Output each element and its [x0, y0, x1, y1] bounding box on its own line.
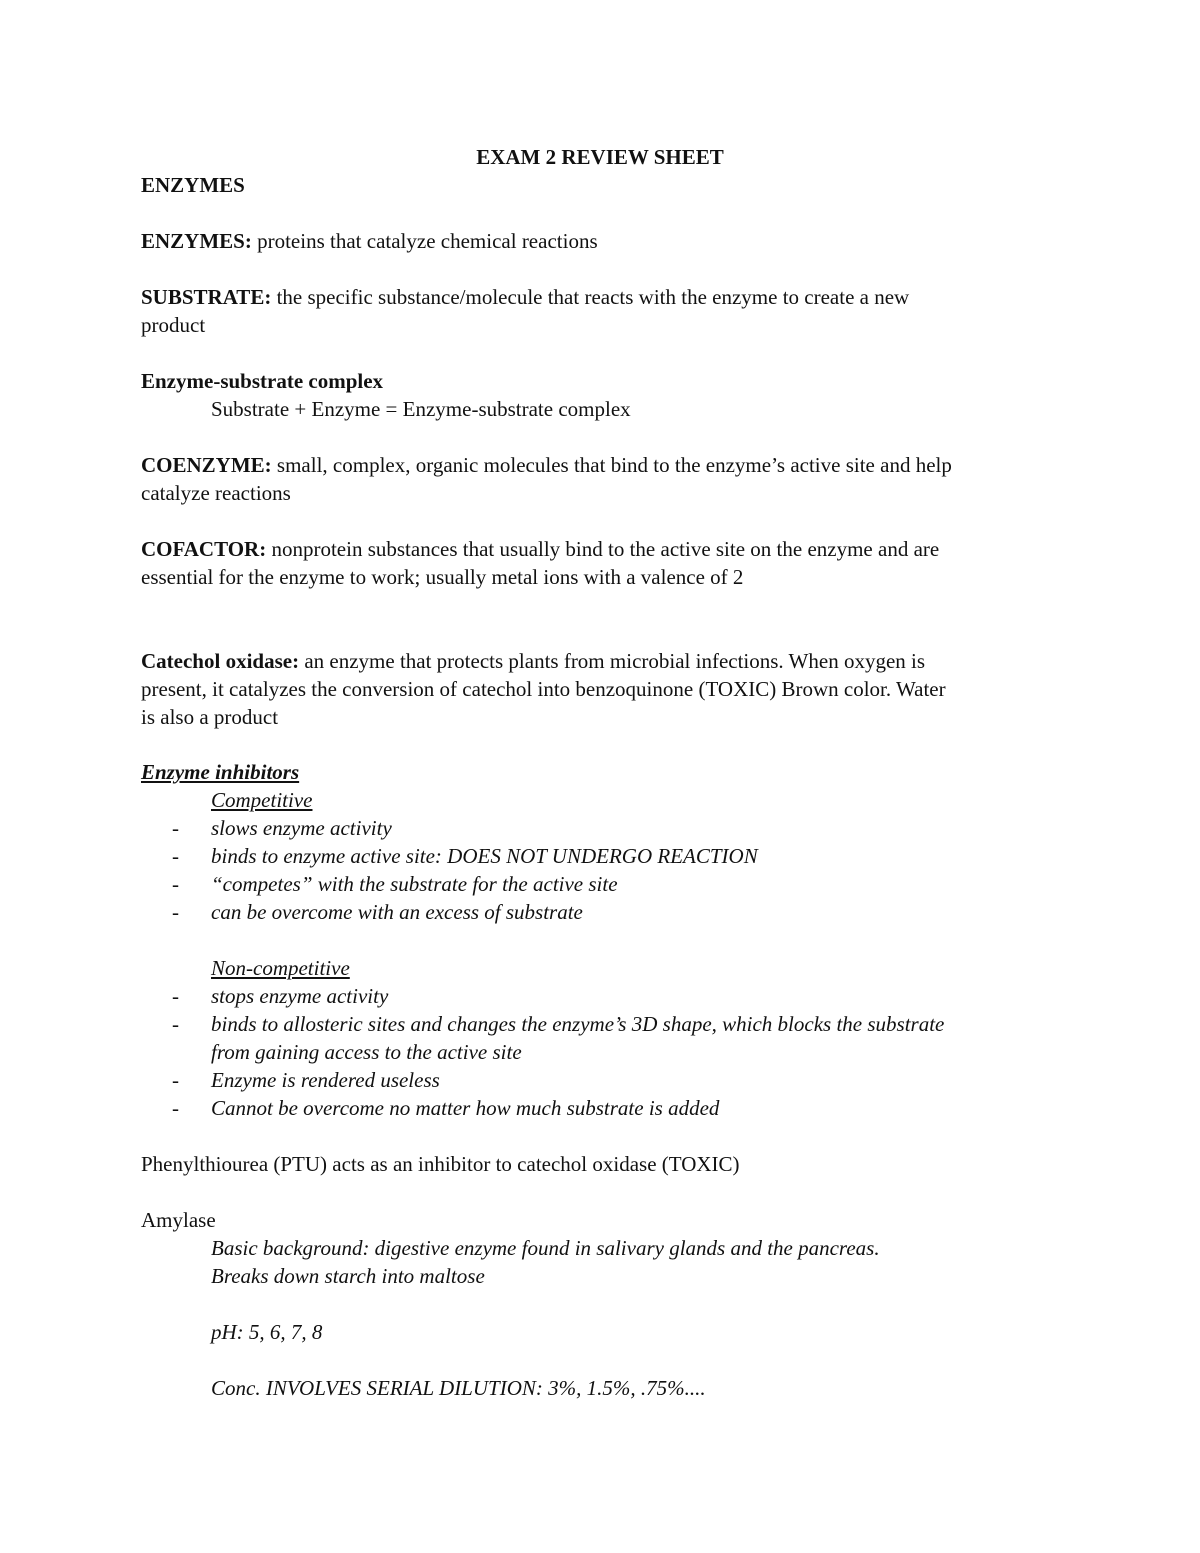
coenzyme-def-line2: catalyze reactions	[141, 481, 291, 505]
coenzyme-def-line1: small, complex, organic molecules that bind to the enzyme’s active site and help	[271, 453, 952, 477]
bullet-dash: -	[172, 900, 179, 924]
cofactor-term: COFACTOR:	[141, 537, 267, 561]
bullet-text: can be overcome with an excess of substrate	[211, 900, 583, 924]
amylase-background-line2: Breaks down starch into maltose	[211, 1264, 485, 1288]
inhibitors-heading	[141, 758, 1061, 786]
substrate-def-line1: the specific substance/molecule that reacts with the enzyme to create a new	[271, 285, 910, 309]
bullet-text: slows enzyme activity	[211, 816, 392, 840]
amylase-conc-line: Conc. INVOLVES SERIAL DILUTION: 3%, 1.5%, .75%....	[211, 1376, 706, 1400]
enzymes-def: proteins that catalyze chemical reactions	[251, 229, 598, 253]
bullet-dash: -	[172, 872, 179, 896]
bullet-dash: -	[172, 844, 179, 868]
bullet-text: binds to enzyme active site: DOES NOT UNDERGO REACTION	[211, 844, 758, 868]
page-title: EXAM 2 REVIEW SHEET	[476, 145, 724, 169]
catechol-definition	[141, 647, 1061, 675]
competitive-label-row	[211, 786, 1071, 814]
cofactor-def-line2: essential for the enzyme to work; usually metal ions with a valence of 2	[141, 565, 744, 589]
noncompetitive-label: Non-competitive	[211, 956, 350, 980]
bullet-dash: -	[172, 984, 179, 1008]
cofactor-definition	[141, 535, 1061, 563]
bullet-text: Cannot be overcome no matter how much substrate is added	[211, 1096, 720, 1120]
section-heading: ENZYMES	[141, 173, 245, 197]
bullet-dash: -	[172, 816, 179, 840]
substrate-definition	[141, 283, 1061, 311]
amylase-ph-line: pH: 5, 6, 7, 8	[211, 1320, 323, 1344]
noncompetitive-label-row	[211, 954, 1071, 982]
esc-term: Enzyme-substrate complex	[141, 369, 384, 393]
bullet-text: binds to allosteric sites and changes the enzyme’s 3D shape, which blocks the substrate	[211, 1012, 945, 1036]
bullet-text: “competes” with the substrate for the active site	[211, 872, 618, 896]
substrate-term: SUBSTRATE:	[141, 285, 272, 309]
coenzyme-definition	[141, 451, 1061, 479]
amylase-label: Amylase	[141, 1208, 216, 1232]
ptu-line: Phenylthiourea (PTU) acts as an inhibitor to catechol oxidase (TOXIC)	[141, 1152, 740, 1176]
amylase-background-line1: Basic background: digestive enzyme found in salivary glands and the pancreas.	[211, 1236, 880, 1260]
enzymes-definition	[141, 227, 1061, 255]
bullet-text: Enzyme is rendered useless	[211, 1068, 440, 1092]
catechol-def-line2: present, it catalyzes the conversion of catechol into benzoquinone (TOXIC) Brown color. Water	[141, 677, 946, 701]
catechol-term: Catechol oxidase:	[141, 649, 300, 673]
cofactor-def-line1: nonprotein substances that usually bind to the active site on the enzyme and are	[266, 537, 940, 561]
enzymes-term: ENZYMES:	[141, 229, 252, 253]
bullet-dash: -	[172, 1012, 179, 1036]
inhibitors-heading-text: Enzyme inhibitors	[141, 760, 300, 784]
competitive-label: Competitive	[211, 788, 313, 812]
esc-equation: Substrate + Enzyme = Enzyme-substrate complex	[211, 397, 631, 421]
catechol-def-line1: an enzyme that protects plants from microbial infections. When oxygen is	[299, 649, 926, 673]
bullet-text: from gaining access to the active site	[211, 1040, 522, 1064]
coenzyme-term: COENZYME:	[141, 453, 272, 477]
bullet-dash: -	[172, 1096, 179, 1120]
catechol-def-line3: is also a product	[141, 705, 279, 729]
substrate-def-line2: product	[141, 313, 206, 337]
bullet-dash: -	[172, 1068, 179, 1092]
bullet-text: stops enzyme activity	[211, 984, 389, 1008]
